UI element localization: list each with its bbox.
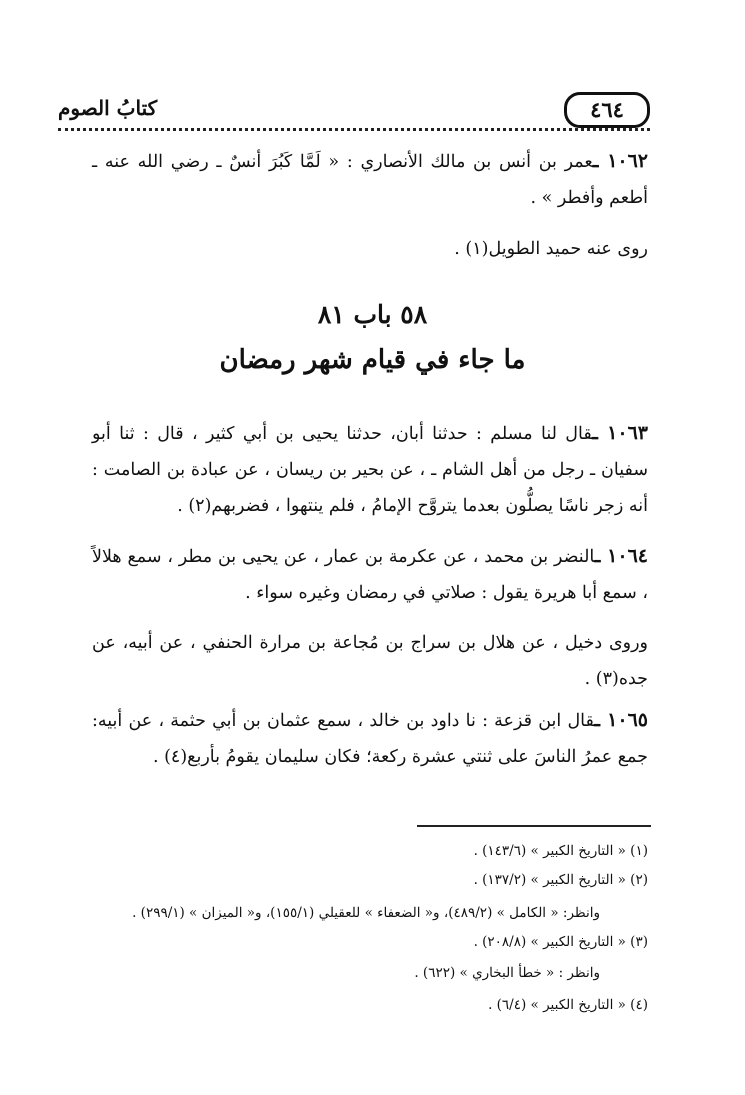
hadith-1064 [92, 538, 648, 611]
hadith-text: قال ابن قزعة : نا داود بن خالد ، سمع عثمان بن أبي حثمة ، عن أبيه: جمع عمرُ الناسَ على ثنتي عشرة ركعة؛ فكان سليمان يقومُ بأربع(٤) . [92, 711, 648, 767]
hadith-1062 [92, 143, 648, 216]
page-number: ٤٦٤ [564, 92, 650, 128]
footnote-3-note: وانظر : « خطأ البخاري » (٦٢٢) . [414, 965, 600, 981]
footnote-2: (٢) « التاريخ الكبير » (١٣٧/٢) . [473, 872, 648, 888]
hadith-number: ١٠٦٣ ـ [592, 422, 648, 444]
chapter-number: ٥٨ باب ٨١ [317, 300, 428, 329]
footnote-1: (١) « التاريخ الكبير » (١٤٣/٦) . [473, 843, 648, 859]
riwaya-line-2: وروى دخيل ، عن هلال بن سراج بن مُجاعة بن مرارة الحنفي ، عن أبيه، عن جده(٣) . [92, 633, 648, 689]
book-title: كتابُ الصوم [58, 96, 158, 120]
footnote-3: (٣) « التاريخ الكبير » (٢٠٨/٨) . [473, 934, 648, 950]
hadith-text: النضر بن محمد ، عن عكرمة بن عمار ، عن يحيى بن مطر ، سمع هلالاً ، سمع أبا هريرة يقول : صلاتي في رمضان وغيره سواء . [92, 547, 648, 603]
hadith-text: قال لنا مسلم : حدثنا أبان، حدثنا يحيى بن أبي كثير ، قال : ثنا أبو سفيان ـ رجل من أهل الشام ـ ، عن بحير بن ريسان ، عن عبادة بن الصامت : أنه زجر ناسًا يصلُّون بعدما يتروَّح الإمامُ ، فلم ينتهوا ، فضربهم(٢) . [92, 424, 648, 516]
footnote-divider [417, 825, 651, 827]
hadith-number: ١٠٦٤ ـ [594, 545, 648, 567]
hadith-1063 [92, 415, 648, 524]
footnote-4: (٤) « التاريخ الكبير » (٦/٤) . [488, 997, 648, 1013]
riwaya-line-1: روى عنه حميد الطويل(١) . [454, 239, 648, 259]
hadith-text: عمر بن أنس بن مالك الأنصاري : « لَمَّا كَبُرَ أنسٌ ـ رضي الله عنه ـ أطعم وأفطر » . [92, 152, 648, 208]
hadith-1065 [92, 702, 648, 775]
hadith-number: ١٠٦٥ ـ [594, 709, 648, 731]
chapter-title: ما جاء في قيام شهر رمضان [219, 345, 526, 375]
page-header [58, 92, 650, 128]
header-divider [58, 128, 650, 131]
hadith-number: ١٠٦٢ ـ [592, 150, 649, 172]
footnote-2-note: وانظر: « الكامل » (٤٨٩/٢)، و« الضعفاء » للعقيلي (١٥٥/١)، و« الميزان » (٢٩٩/١) . [132, 905, 600, 921]
